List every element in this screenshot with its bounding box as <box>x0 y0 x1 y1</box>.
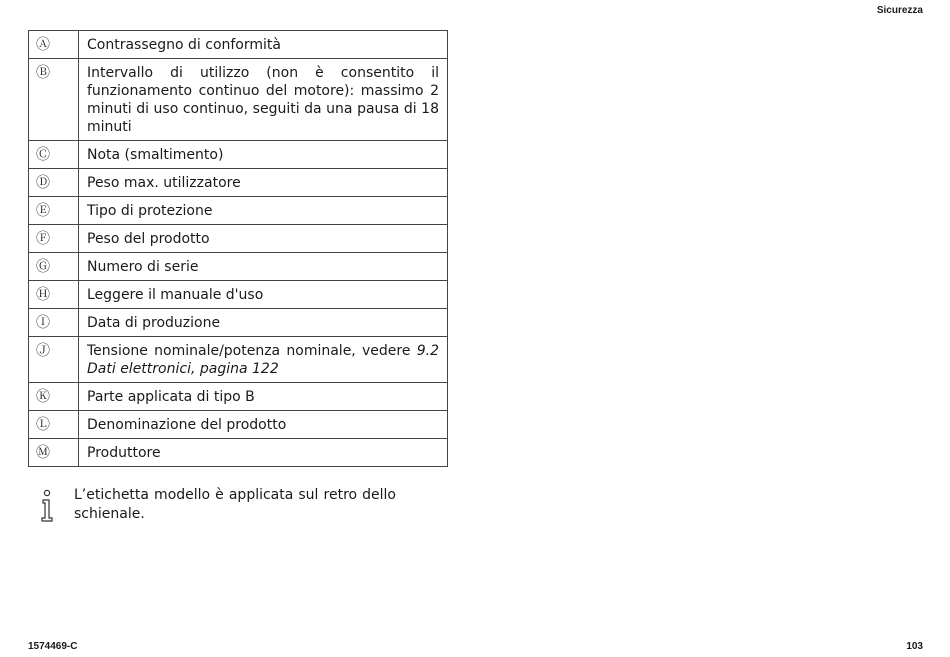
legend-description: Peso del prodotto <box>79 225 448 253</box>
legend-description <box>79 337 448 383</box>
legend-key: Ⓓ <box>29 169 79 197</box>
legend-key: Ⓜ <box>29 439 79 467</box>
legend-key: Ⓘ <box>29 309 79 337</box>
legend-description: Contrassegno di conformità <box>79 31 448 59</box>
note-text: L’etichetta modello è applicata sul retro dello schienale. <box>74 487 396 522</box>
table-row <box>29 169 448 197</box>
info-icon <box>34 489 68 523</box>
legend-key: Ⓐ <box>29 31 79 59</box>
legend-description: Tipo di protezione <box>79 197 448 225</box>
table-row <box>29 309 448 337</box>
info-note <box>28 486 448 524</box>
legend-description: Intervallo di utilizzo (non è consentito il funzionamento continuo del motore): massimo 2 minuti di uso continuo, seguiti da una pausa di 18 minuti <box>79 59 448 141</box>
legend-description: Produttore <box>79 439 448 467</box>
legend-description: Denominazione del prodotto <box>79 411 448 439</box>
legend-key: Ⓔ <box>29 197 79 225</box>
legend-key: Ⓛ <box>29 411 79 439</box>
page-number: 103 <box>906 641 923 652</box>
document-number: 1574469-C <box>28 641 78 652</box>
table-row <box>29 59 448 141</box>
table-row <box>29 253 448 281</box>
table-row <box>29 31 448 59</box>
table-row <box>29 197 448 225</box>
legend-key: Ⓗ <box>29 281 79 309</box>
legend-description-text: Tensione nominale/potenza nominale, vedere <box>87 343 417 359</box>
table-row <box>29 439 448 467</box>
table-row <box>29 383 448 411</box>
table-row <box>29 411 448 439</box>
cross-reference-link[interactable]: 9.2 Dati elettronici, pagina 122 <box>87 343 439 377</box>
legend-key: Ⓕ <box>29 225 79 253</box>
label-legend-table <box>28 30 448 467</box>
legend-description: Numero di serie <box>79 253 448 281</box>
legend-description: Nota (smaltimento) <box>79 141 448 169</box>
legend-description: Peso max. utilizzatore <box>79 169 448 197</box>
legend-description: Parte applicata di tipo B <box>79 383 448 411</box>
legend-description: Data di produzione <box>79 309 448 337</box>
legend-key: Ⓒ <box>29 141 79 169</box>
table-row <box>29 337 448 383</box>
section-header: Sicurezza <box>876 5 923 16</box>
table-row <box>29 281 448 309</box>
legend-key: Ⓑ <box>29 59 79 141</box>
legend-key: Ⓙ <box>29 337 79 383</box>
legend-key: Ⓖ <box>29 253 79 281</box>
table-row <box>29 141 448 169</box>
table-row <box>29 225 448 253</box>
legend-description: Leggere il manuale d'uso <box>79 281 448 309</box>
legend-key: Ⓚ <box>29 383 79 411</box>
